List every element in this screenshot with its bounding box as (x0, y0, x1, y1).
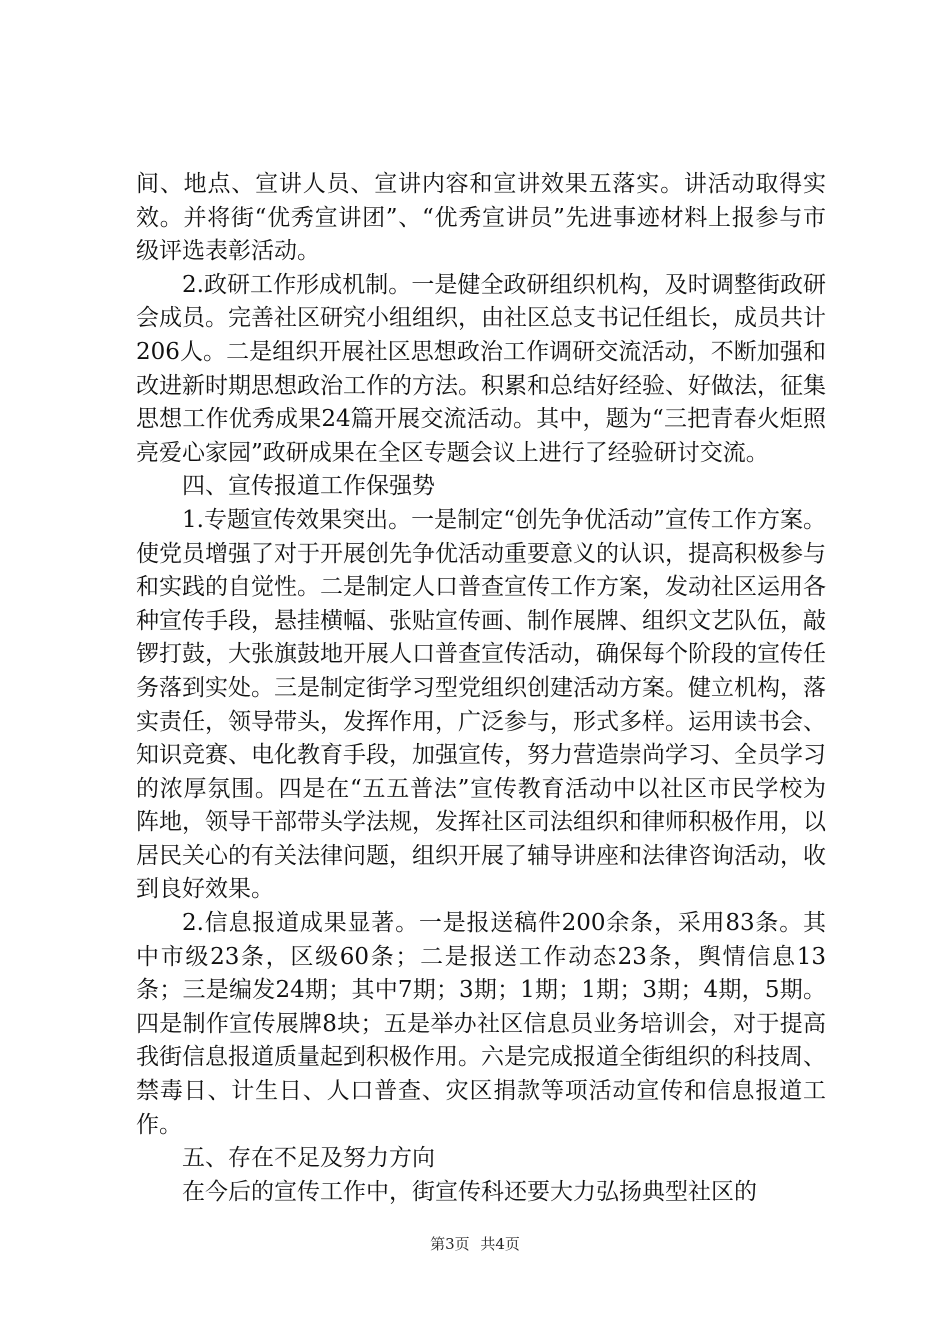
section-heading-4: 四、宣传报道工作保强势 (182, 473, 435, 500)
page-total: 共4页 (480, 1235, 520, 1253)
page-number: 第3页 (430, 1235, 470, 1253)
paragraph-2: 2.政研工作形成机制。一是健全政研组织机构，及时调整街政研会成员。完善社区研究小组组织，由社区总支书记任组长，成员共计206人。二是组织开展社区思想政治工作调研交流活动，不断加强和改进新时期思想政治工作的方法。积累和总结好经验、好做法，征集思想工作优秀成果24篇开展交流活动。其中，题为“三把青春火炬照亮爱心家园”政研成果在全区专题会议上进行了经验研讨交流。 (136, 271, 826, 466)
page-footer (0, 1233, 950, 1254)
paragraph-3: 1.专题宣传效果突出。一是制定“创先争优活动”宣传工作方案。使党员增强了对于开展创先争优活动重要意义的认识，提高积极参与和实践的自觉性。二是制定人口普查宣传工作方案，发动社区运用各种宣传手段，悬挂横幅、张贴宣传画、制作展牌、组织文艺队伍，敲锣打鼓，大张旗鼓地开展人口普查宣传活动，确保每个阶段的宣传任务落到实处。三是制定街学习型党组织创建活动方案。健立机构，落实责任，领导带头，发挥作用，广泛参与，形式多样。运用读书会、知识竞赛、电化教育手段，加强宣传，努力营造崇尚学习、全员学习的浓厚氛围。四是在“五五普法”宣传教育活动中以社区市民学校为阵地，领导干部带头学法规，发挥社区司法组织和律师积极作用，以居民关心的有关法律问题，组织开展了辅导讲座和法律咨询活动，收到良好效果。 (136, 506, 826, 903)
paragraph-5: 在今后的宣传工作中，街宣传科还要大力弘扬典型社区的 (182, 1178, 757, 1205)
section-heading-5: 五、存在不足及努力方向 (182, 1145, 435, 1172)
paragraph-4: 2.信息报道成果显著。一是报送稿件200余条，采用83条。其中市级23条，区级60条；二是报送工作动态23条，舆情信息13条；三是编发24期；其中7期；3期；1期；1期；3期；4期，5期。四是制作宣传展牌8块；五是举办社区信息员业务培训会，对于提高我街信息报道质量起到积极作用。六是完成报道全街组织的科技周、禁毒日、计生日、人口普查、灾区捐款等项活动宣传和信息报道工作。 (136, 910, 826, 1138)
paragraph-1: 间、地点、宣讲人员、宣讲内容和宣讲效果五落实。讲活动取得实效。并将街“优秀宣讲团”、“优秀宣讲员”先进事迹材料上报参与市级评选表彰活动。 (136, 171, 826, 265)
document-body (136, 168, 826, 1209)
